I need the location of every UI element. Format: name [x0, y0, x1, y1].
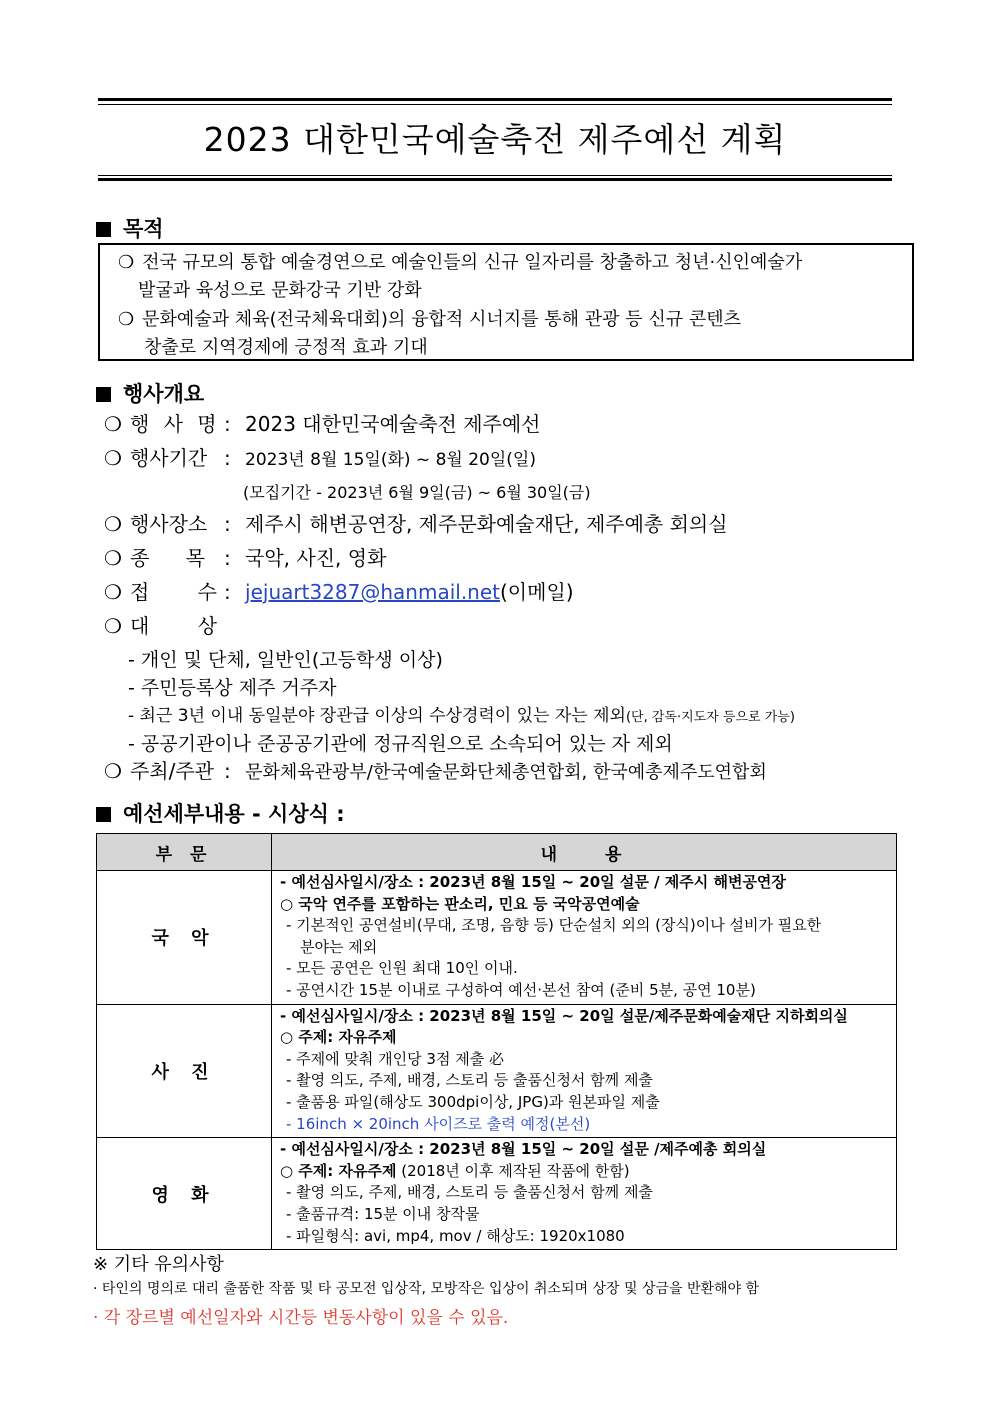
overview-venue: ❍ 행사장소 : 제주시 해변공연장, 제주문화예술재단, 제주예총 회의실: [104, 509, 728, 539]
category-gugak: 국 악: [97, 871, 272, 1005]
table-row-photo: [97, 1004, 897, 1138]
purpose-item-2: ❍ 문화예술과 체육(전국체육대회)의 융합적 시너지를 통해 관광 등 신규 콘텐츠: [118, 307, 741, 333]
overview-event-name: ❍ 행 사 명 : 2023 대한민국예술축전 제주예선: [104, 409, 541, 439]
square-bullet-icon: [96, 387, 111, 402]
circle-bullet-icon: ❍: [118, 252, 135, 273]
square-bullet-icon: [96, 807, 111, 822]
circle-bullet-icon: ❍: [104, 580, 122, 604]
circle-bullet-icon: ❍: [104, 759, 122, 783]
overview-category: ❍ 종 목 : 국악, 사진, 영화: [104, 543, 386, 573]
content-photo: - 예선심사일시/장소 : 2023년 8월 15일 ~ 20일 설문/제주문화예술재단 지하회의실 ○ 주제: 자유주제 - 주제에 맞춰 개인당 3점 제출 必 - 촬영 의도, 주제, 배경, 스토리 등 출품신청서 함께 제출 - 출품용 파일(해상도 300dpi이상, JPG)과 원본파일 제출 - 16inch × 20inch 사이즈로 출력 예정(본선): [272, 1004, 897, 1138]
overview-reception: ❍ 접 수 : jejuart3287@hanmail.net(이메일): [104, 577, 574, 607]
purpose-item-2-cont: 창출로 지역경제에 긍정적 효과 기대: [144, 337, 428, 358]
overview-recruit-period: (모집기간 - 2023년 6월 9일(금) ~ 6월 30일(금): [243, 483, 591, 502]
target-item-1: - 개인 및 단체, 일반인(고등학생 이상): [128, 649, 443, 671]
details-heading: 예선세부내용 - 시상식 :: [96, 800, 345, 828]
title-rule-bottom-thin: [98, 175, 892, 176]
notes-heading: ※ 기타 유의사항: [93, 1254, 224, 1275]
note-item-1: · 타인의 명의로 대리 출품한 작품 및 타 공모전 입상작, 모방작은 입상이 취소되며 상장 및 상금을 반환해야 함: [93, 1281, 760, 1297]
details-table: [96, 833, 897, 1250]
page-title: 2023 대한민국예술축전 제주예선 계획: [203, 120, 787, 159]
overview-heading: 행사개요: [96, 380, 204, 408]
content-film: - 예선심사일시/장소 : 2023년 8월 15일 ~ 20일 설문 /제주예총 회의실 ○ 주제: 자유주제 (2018년 이후 제작된 작품에 한함) - 촬영 의도, 주제, 배경, 스토리 등 출품신청서 함께 제출 - 출품규격: 15분 이내 창작물 - 파일형식: avi, mp4, mov / 해상도: 1920x1080: [272, 1138, 897, 1250]
overview-period: ❍ 행사기간 : 2023년 8월 15일(화) ~ 8월 20일(일): [104, 443, 536, 475]
square-bullet-icon: [96, 222, 111, 237]
overview-target: ❍ 대 상: [104, 611, 224, 641]
note-item-2: · 각 장르별 예선일자와 시간등 변동사항이 있을 수 있음.: [93, 1308, 509, 1328]
table-header-row: [97, 834, 897, 871]
circle-bullet-icon: ❍: [104, 614, 122, 638]
circle-bullet-icon: ❍: [118, 309, 135, 330]
title-rule-top-thick: [98, 98, 892, 101]
circle-bullet-icon: ❍: [104, 546, 122, 570]
category-film: 영 화: [97, 1138, 272, 1250]
purpose-item-1: ❍ 전국 규모의 통합 예술경연으로 예술인들의 신규 일자리를 창출하고 청년·신인예술가: [118, 250, 802, 276]
title-rule-bottom-thick: [98, 178, 892, 181]
col-header-content: 내 용: [272, 834, 897, 871]
content-gugak: - 예선심사일시/장소 : 2023년 8월 15일 ~ 20일 설문 / 제주시 해변공연장 ○ 국악 연주를 포함하는 판소리, 민요 등 국악공연예술 - 기본적인 공연설비(무대, 조명, 음향 등) 단순설치 외의 (장식)이나 설비가 필요한 분야는 제외 - 모든 공연은 인원 최대 10인 이내. - 공연시간 15분 이내로 구성하여 예선·본선 참여 (준비 5분, 공연 10분): [272, 871, 897, 1005]
col-header-category: 부 문: [97, 834, 272, 871]
purpose-box: [98, 243, 914, 361]
table-row-gugak: [97, 871, 897, 1005]
target-item-4: - 공공기관이나 준공공기관에 정규직원으로 소속되어 있는 자 제외: [128, 733, 673, 755]
purpose-heading: 목적: [96, 215, 164, 243]
table-row-film: [97, 1138, 897, 1250]
title-rule-top-thin: [98, 104, 892, 105]
purpose-item-1-cont: 발굴과 육성으로 문화강국 기반 강화: [138, 280, 422, 301]
target-item-3: - 최근 3년 이내 동일분야 장관급 이상의 수상경력이 있는 자는 제외(단, 감독·지도자 등으로 가능): [128, 706, 795, 726]
circle-bullet-icon: ❍: [104, 446, 122, 470]
circle-bullet-icon: ❍: [104, 512, 122, 536]
overview-host: ❍ 주최/주관 : 문화체육관광부/한국예술문화단체총연합회, 한국예총제주도연합회: [104, 756, 767, 788]
category-photo: 사 진: [97, 1004, 272, 1138]
circle-bullet-icon: ❍: [104, 412, 122, 436]
email-link[interactable]: jejuart3287@hanmail.net: [245, 580, 500, 604]
target-item-2: - 주민등록상 제주 거주자: [128, 677, 337, 699]
